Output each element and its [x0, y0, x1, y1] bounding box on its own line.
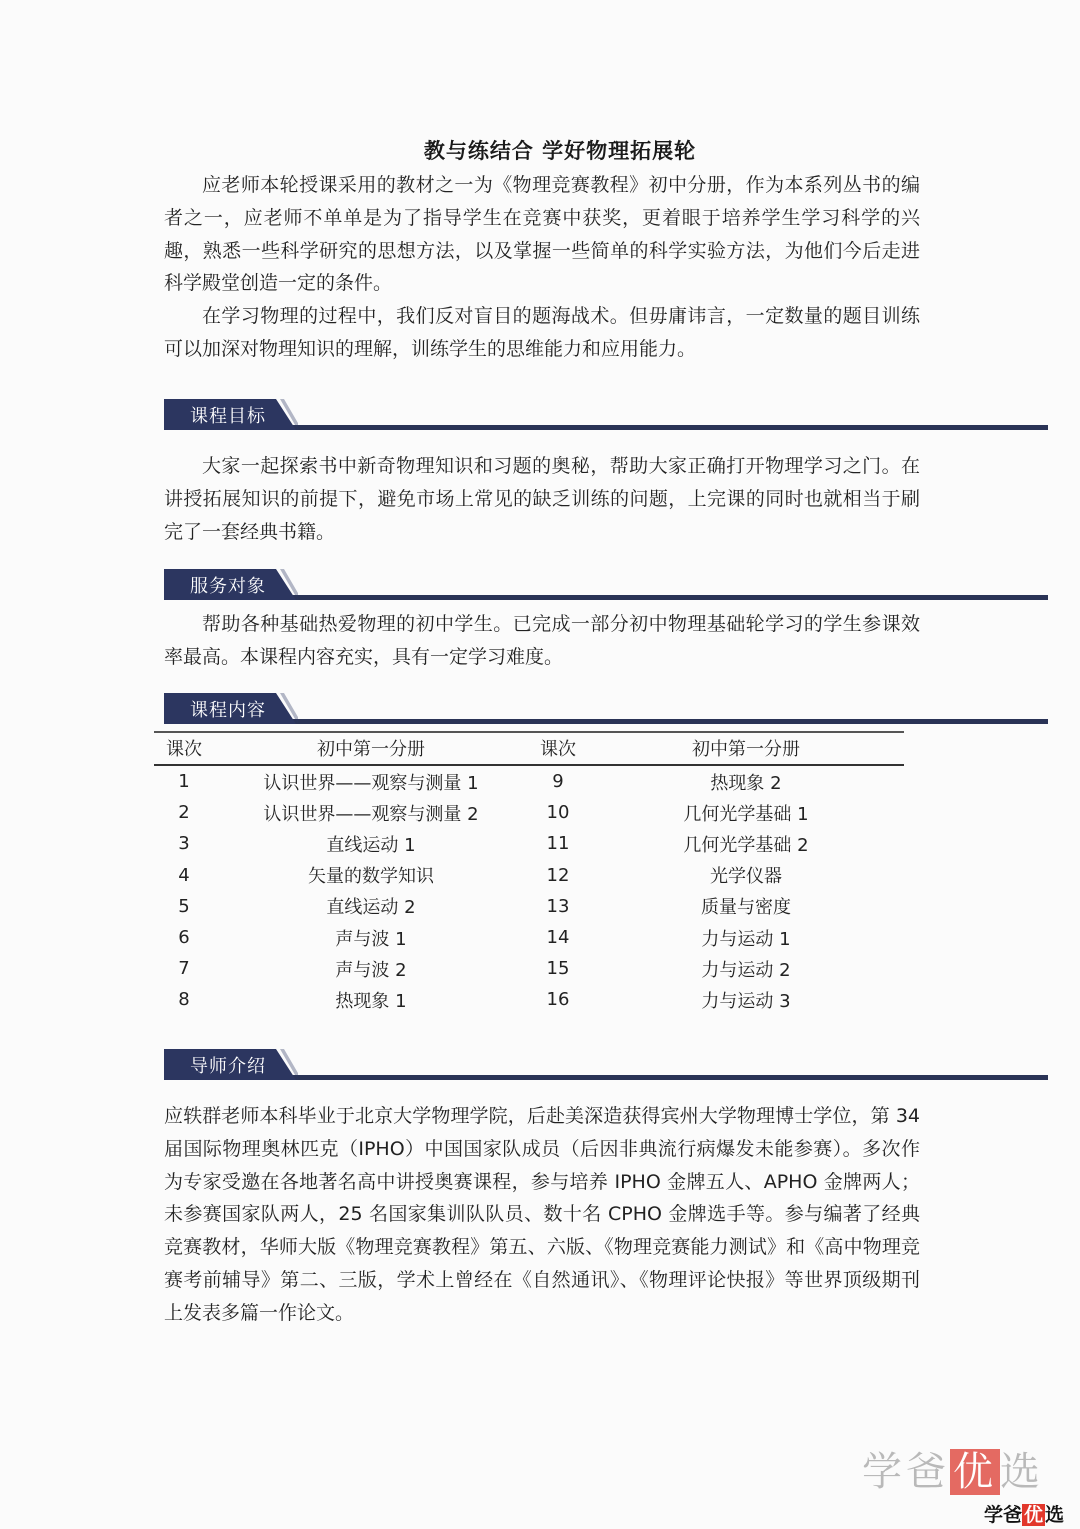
header-lesson: 课次 — [528, 732, 588, 765]
table-cell: 1 — [178, 771, 190, 793]
table-row — [154, 891, 904, 922]
watermark-highlight: 优 — [1024, 1504, 1044, 1526]
table-cell: 16 — [546, 989, 570, 1011]
table-cell: 14 — [546, 927, 570, 949]
watermark-text: 学爸 — [984, 1504, 1023, 1526]
table-cell: 5 — [178, 895, 190, 917]
table-row — [154, 984, 904, 1015]
table-cell: 热现象 1 — [335, 990, 407, 1012]
section-label: 导师介绍 — [190, 1056, 266, 1077]
table-cell: 质量与密度 — [701, 897, 791, 919]
table-cell: 认识世界——观察与测量 1 — [263, 772, 479, 794]
table-cell: 15 — [546, 958, 570, 980]
table-cell: 力与运动 2 — [701, 959, 791, 981]
table-row — [154, 953, 904, 984]
table-cell: 13 — [546, 895, 570, 917]
table-cell: 声与波 1 — [335, 928, 407, 950]
table-cell: 3 — [178, 833, 190, 855]
table-cell: 热现象 2 — [710, 772, 782, 794]
watermark-corner-logo — [984, 1500, 1064, 1527]
table-cell: 8 — [178, 989, 190, 1011]
table-cell: 9 — [552, 771, 564, 793]
table-header-row — [154, 732, 904, 765]
table-row — [154, 922, 904, 953]
section-header-tutor — [164, 1049, 1048, 1083]
table-cell: 4 — [178, 864, 190, 886]
header-volume: 初中第一分册 — [214, 732, 528, 765]
table-row — [154, 860, 904, 891]
page-title: 教与练结合 学好物理拓展轮 — [423, 139, 697, 163]
watermark-text: 选 — [1045, 1504, 1065, 1526]
intro-paragraph-1: 应老师本轮授课采用的教材之一为《物理竞赛教程》初中分册，作为本系列丛书的编者之一，应老师不单单是为了指导学生在竞赛中获奖，更着眼于培养学生学习科学的兴趣，熟悉一些科学研究的思想方法，以及掌握一些简单的科学实验方法，为他们今后走进科学殿堂创造一定的条件。 — [164, 174, 920, 295]
table-cell: 光学仪器 — [710, 866, 782, 888]
watermark-highlight: 优 — [950, 1449, 1000, 1495]
section-label: 服务对象 — [190, 576, 266, 597]
table-cell: 2 — [178, 802, 190, 824]
table-cell: 7 — [178, 958, 190, 980]
goal-paragraph: 大家一起探索书中新奇物理知识和习题的奥秘，帮助大家正确打开物理学习之门。在讲授拓展知识的前提下，避免市场上常见的缺乏训练的问题，上完课的同时也就相当于刷完了一套经典书籍。 — [164, 455, 920, 543]
intro-paragraph-2: 在学习物理的过程中，我们反对盲目的题海战术。但毋庸讳言，一定数量的题目训练可以加深对物理知识的理解，训练学生的思维能力和应用能力。 — [164, 305, 920, 360]
table-cell: 力与运动 3 — [701, 990, 791, 1012]
table-cell: 矢量的数学知识 — [308, 866, 434, 888]
table-cell: 直线运动 2 — [326, 897, 416, 919]
section-label: 课程目标 — [190, 406, 266, 427]
table-row — [154, 828, 904, 859]
table-cell: 12 — [546, 864, 570, 886]
section-header-goal — [164, 399, 1048, 433]
table-cell: 6 — [178, 927, 190, 949]
table-cell: 几何光学基础 1 — [683, 803, 809, 825]
section-label: 课程内容 — [190, 700, 266, 721]
table-cell: 直线运动 1 — [326, 834, 416, 856]
header-volume: 初中第一分册 — [588, 732, 904, 765]
section-header-content — [164, 693, 1048, 727]
audience-paragraph: 帮助各种基础热爱物理的初中学生。已完成一部分初中物理基础轮学习的学生参课效率最高。本课程内容充实，具有一定学习难度。 — [164, 613, 920, 668]
table-cell: 声与波 2 — [335, 959, 407, 981]
watermark-logo — [862, 1440, 1044, 1497]
watermark-text: 学爸 — [862, 1449, 950, 1495]
table-cell: 几何光学基础 2 — [683, 834, 809, 856]
header-lesson: 课次 — [154, 732, 214, 765]
table-cell: 力与运动 1 — [701, 928, 791, 950]
table-cell: 11 — [546, 833, 570, 855]
table-row — [154, 765, 904, 797]
tutor-paragraph: 应轶群老师本科毕业于北京大学物理学院，后赴美深造获得宾州大学物理博士学位，第 34 届国际物理奥林匹克（IPHO）中国国家队成员（后因非典流行病爆发未能参赛）。多次作为专家受邀在各地著名高中讲授奥赛课程，参与培养 IPHO 金牌五人、APHO 金牌两人；未参赛国家队两人，25 名国家集训队队员、数十名 CPHO 金牌选手等。参与编著了经典竞赛教材，华师大版《物理竞赛教程》第五、六版、《物理竞赛能力测试》和《高中物理竞赛考前辅导》第二、三版，学术上曾经在《自然通讯》、《物理评论快报》等世界顶级期刊上发表多篇一作论文。 — [164, 1105, 920, 1324]
table-cell: 认识世界——观察与测量 2 — [263, 803, 479, 825]
table-cell: 10 — [546, 802, 570, 824]
watermark-text: 选 — [1000, 1449, 1044, 1495]
table-row — [154, 797, 904, 828]
course-table — [154, 732, 904, 1016]
section-header-audience — [164, 569, 1048, 603]
